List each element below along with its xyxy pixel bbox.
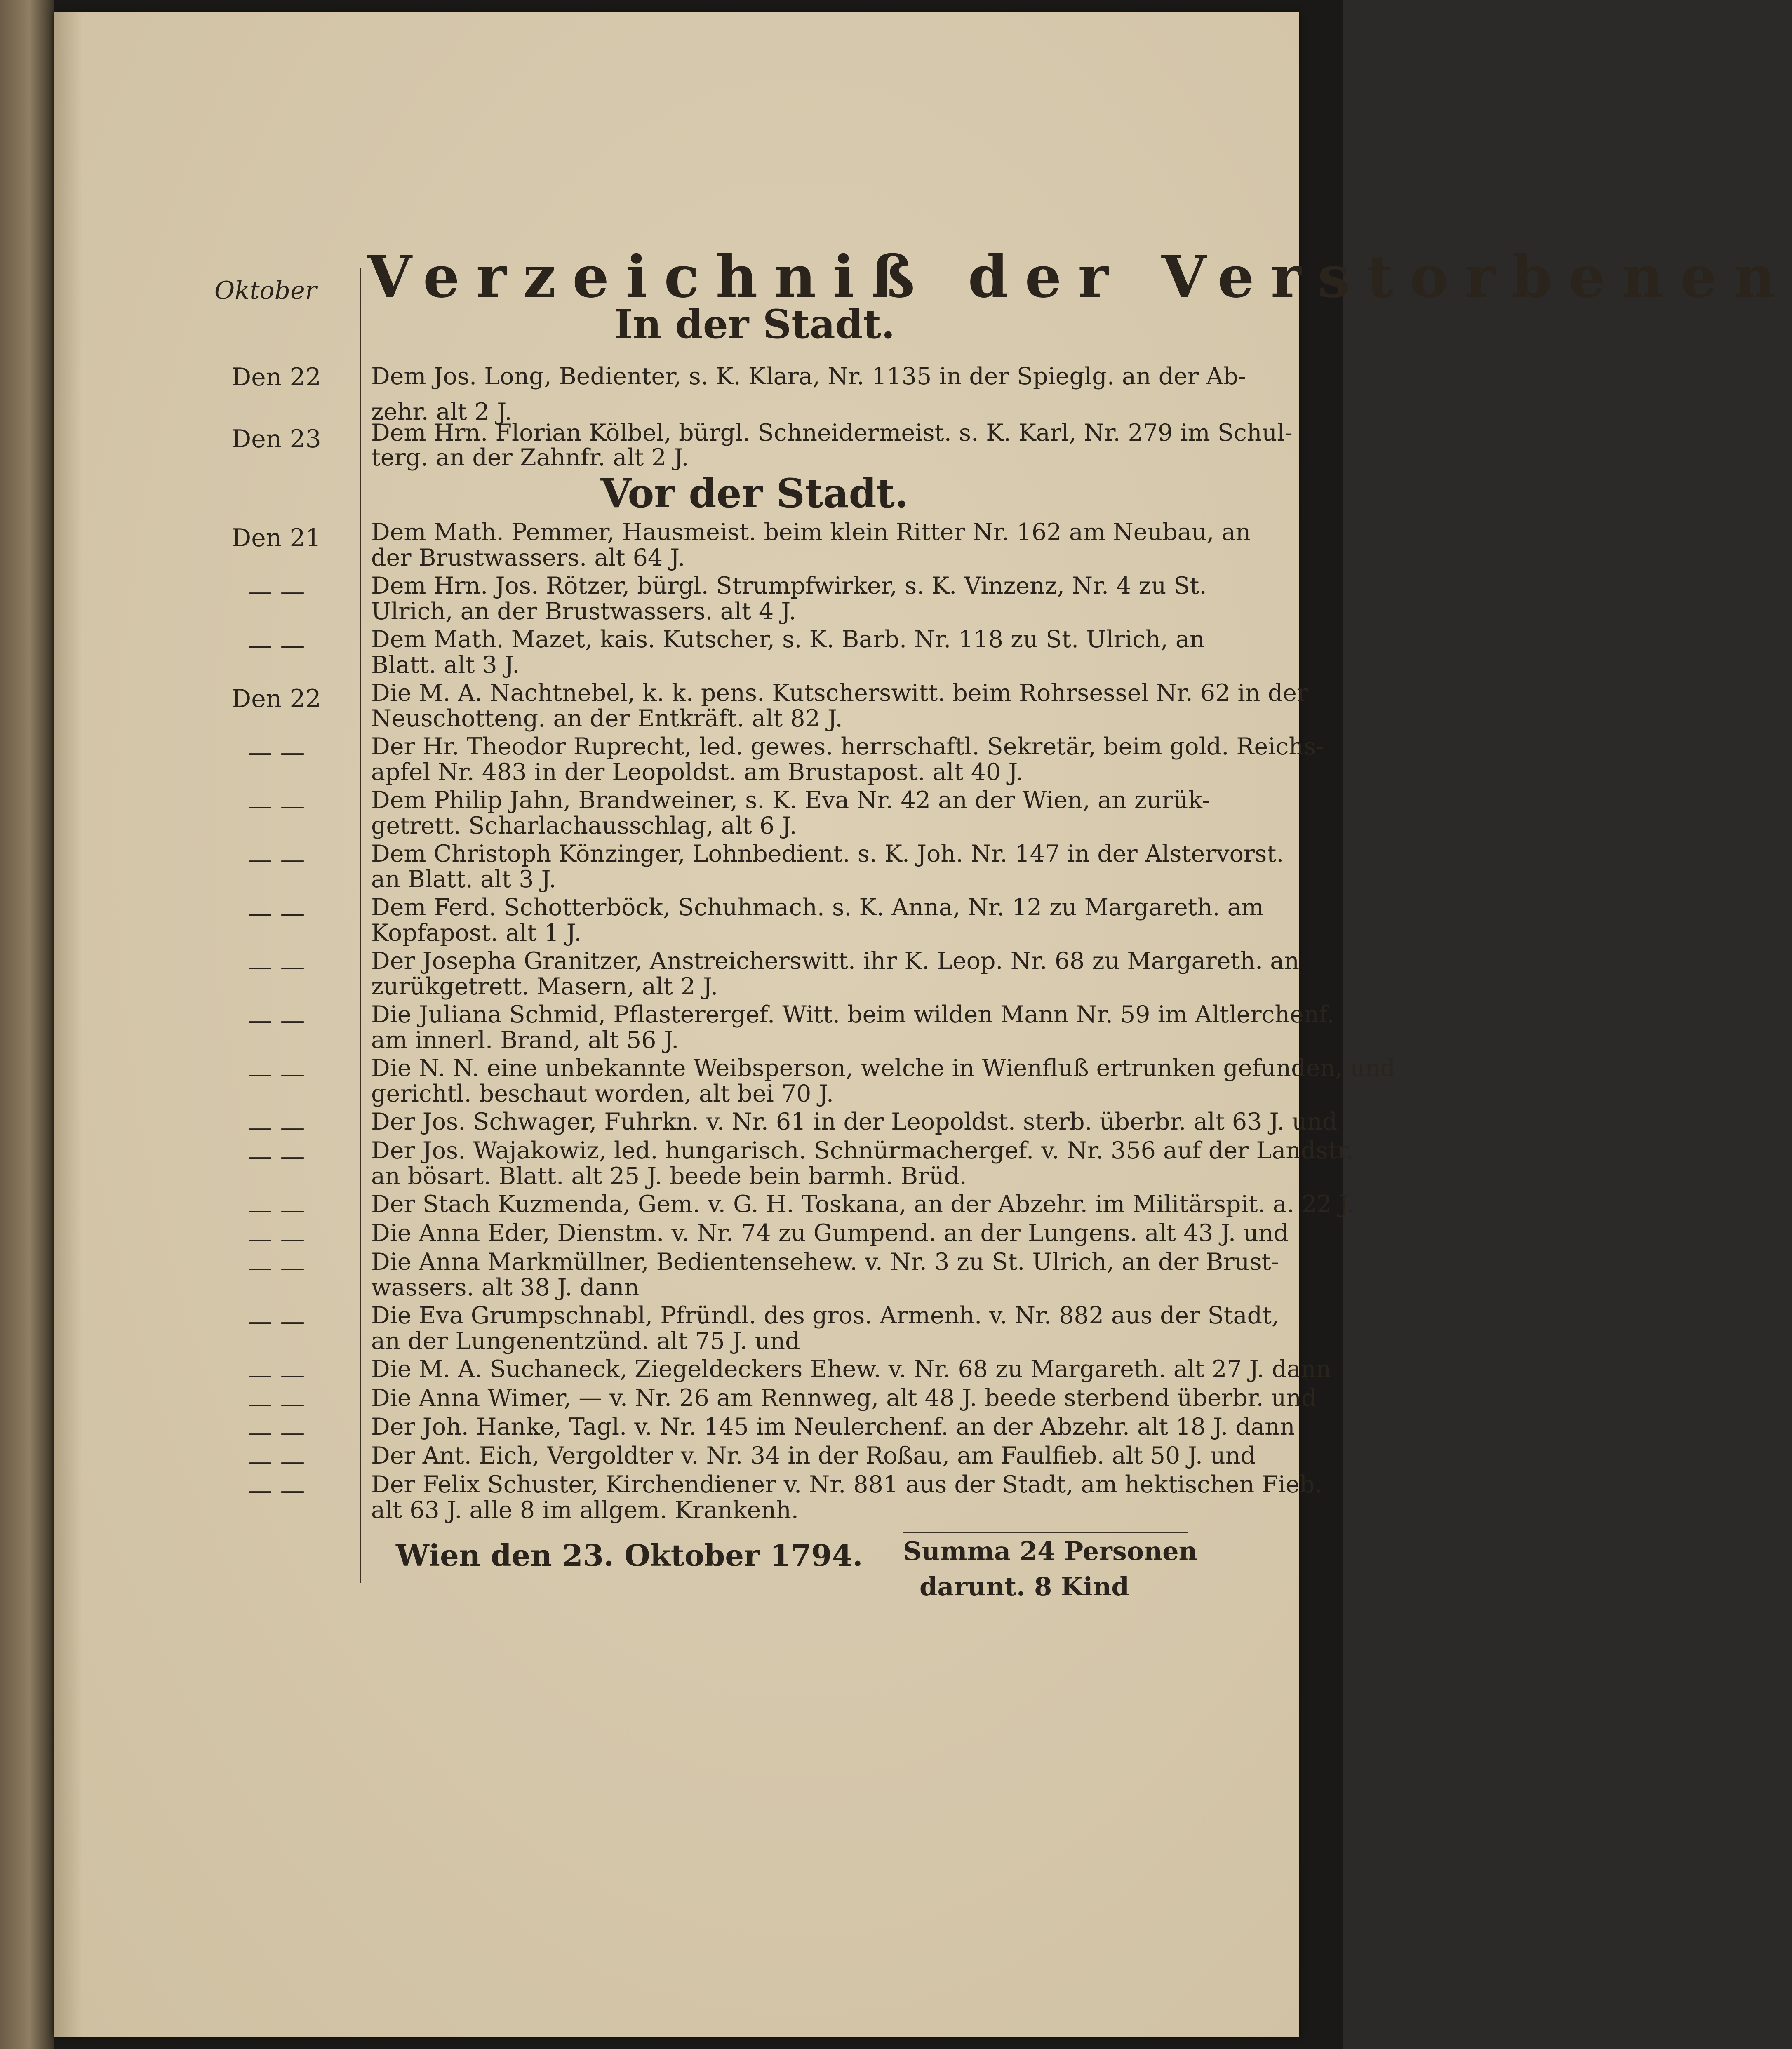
entry-date: — — bbox=[247, 952, 305, 981]
document-page bbox=[54, 12, 1792, 2037]
entry-line: Ulrich, an der Brustwassers. alt 4 J. bbox=[371, 598, 796, 625]
month-label: Oktober bbox=[214, 276, 317, 305]
summary-rule bbox=[903, 1532, 1188, 1533]
death-entry bbox=[371, 1413, 1295, 1440]
entry-date: Den 23 bbox=[231, 425, 321, 454]
entry-date: Den 21 bbox=[231, 524, 321, 552]
death-entry bbox=[371, 840, 1284, 893]
entry-line: Der Jos. Wajakowiz, led. hungarisch. Schnürmachergef. v. Nr. 356 auf der Landstr. bbox=[371, 1137, 1354, 1164]
entry-line: zehr. alt 2 J. bbox=[371, 398, 512, 425]
entry-date: — — bbox=[247, 899, 305, 928]
death-entry bbox=[371, 1001, 1334, 1054]
entry-line: Die Anna Markmüllner, Bedientensehew. v. Nr. 3 zu St. Ulrich, an der Brust- bbox=[371, 1248, 1279, 1276]
death-entry bbox=[371, 947, 1299, 1000]
entry-date: — — bbox=[247, 1418, 305, 1447]
entry-line: apfel Nr. 483 in der Leopoldst. am Brustapost. alt 40 J. bbox=[371, 759, 1023, 786]
summary-children: darunt. 8 Kind bbox=[920, 1572, 1129, 1602]
entry-date: — — bbox=[247, 1224, 305, 1253]
entry-line: Der Stach Kuzmenda, Gem. v. G. H. Toskana, an der Abzehr. im Militärspit. a. 22 J. bbox=[371, 1191, 1355, 1218]
entry-date: — — bbox=[247, 1447, 305, 1476]
entry-line: an Blatt. alt 3 J. bbox=[371, 866, 557, 893]
death-entry bbox=[371, 1055, 1396, 1107]
summary-block bbox=[903, 1534, 1197, 1605]
entry-line: Dem Hrn. Florian Kölbel, bürgl. Schneidermeist. s. K. Karl, Nr. 279 im Schul- bbox=[371, 419, 1293, 446]
death-entry bbox=[371, 1442, 1256, 1469]
entry-line: Der Josepha Granitzer, Anstreicherswitt. ihr K. Leop. Nr. 68 zu Margareth. an bbox=[371, 947, 1299, 975]
entry-date: — — bbox=[247, 1196, 305, 1224]
entry-date: — — bbox=[247, 1253, 305, 1282]
summary-total: Summa 24 Personen bbox=[903, 1536, 1197, 1566]
entry-line: Dem Hrn. Jos. Rötzer, bürgl. Strumpfwirker, s. K. Vinzenz, Nr. 4 zu St. bbox=[371, 572, 1207, 599]
death-entry bbox=[371, 679, 1308, 732]
entry-line: wassers. alt 38 J. dann bbox=[371, 1274, 640, 1301]
entry-line: Der Ant. Eich, Vergoldter v. Nr. 34 in der Roßau, am Faulfieb. alt 50 J. und bbox=[371, 1442, 1256, 1469]
death-entry bbox=[371, 1248, 1279, 1301]
section-heading-outside: Vor der Stadt. bbox=[600, 470, 909, 517]
place-and-date: Wien den 23. Oktober 1794. bbox=[396, 1538, 863, 1573]
entry-line: an bösart. Blatt. alt 25 J. beede bein barmh. Brüd. bbox=[371, 1163, 967, 1190]
section-heading-city: In der Stadt. bbox=[614, 301, 895, 348]
entry-date: — — bbox=[247, 792, 305, 820]
column-rule bbox=[360, 268, 361, 1583]
entry-line: Der Jos. Schwager, Fuhrkn. v. Nr. 61 in der Leopoldst. sterb. überbr. alt 63 J. und bbox=[371, 1108, 1338, 1135]
entry-date: — — bbox=[247, 631, 305, 660]
entry-line: Die Eva Grumpschnabl, Pfründl. des gros. Armenh. v. Nr. 882 aus der Stadt, bbox=[371, 1302, 1279, 1329]
entry-line: Die Juliana Schmid, Pflasterergef. Witt. beim wilden Mann Nr. 59 im Altlerchenf. bbox=[371, 1001, 1334, 1028]
death-entry bbox=[371, 1108, 1338, 1135]
entry-line: Dem Math. Pemmer, Hausmeist. beim klein Ritter Nr. 162 am Neubau, an bbox=[371, 519, 1251, 546]
entry-line: Der Felix Schuster, Kirchendiener v. Nr. 881 aus der Stadt, am hektischen Fieb. bbox=[371, 1471, 1322, 1498]
death-entry bbox=[371, 1220, 1289, 1247]
entry-line: Dem Philip Jahn, Brandweiner, s. K. Eva Nr. 42 an der Wien, an zurük- bbox=[371, 787, 1210, 814]
entry-line: gerichtl. beschaut worden, alt bei 70 J. bbox=[371, 1080, 834, 1107]
entry-date: — — bbox=[247, 1476, 305, 1505]
entry-line: alt 63 J. alle 8 im allgem. Krankenh. bbox=[371, 1497, 799, 1524]
entry-line: getrett. Scharlachausschlag, alt 6 J. bbox=[371, 812, 797, 839]
entry-line: Kopfapost. alt 1 J. bbox=[371, 919, 582, 947]
death-entry bbox=[371, 573, 1221, 624]
entry-line: Die M. A. Nachtnebel, k. k. pens. Kutscherswitt. beim Rohrsessel Nr. 62 in der bbox=[371, 679, 1308, 707]
death-entry bbox=[371, 894, 1264, 947]
entry-line: der Brustwassers. alt 64 J. bbox=[371, 544, 685, 571]
entry-date: — — bbox=[247, 1113, 305, 1142]
entry-line: Dem Jos. Long, Bedienter, s. K. Klara, Nr. 1135 in der Spieglg. an der Ab- bbox=[371, 363, 1246, 390]
entry-date: — — bbox=[247, 1361, 305, 1389]
entry-date: — — bbox=[247, 738, 305, 767]
entry-line: Der Joh. Hanke, Tagl. v. Nr. 145 im Neulerchenf. an der Abzehr. alt 18 J. dann bbox=[371, 1413, 1295, 1440]
entry-line: Die M. A. Suchaneck, Ziegeldeckers Ehew. v. Nr. 68 zu Margareth. alt 27 J. dann bbox=[371, 1356, 1331, 1383]
entry-line: Der Hr. Theodor Ruprecht, led. gewes. herrschaftl. Sekretär, beim gold. Reichs- bbox=[371, 733, 1324, 760]
entry-date: — — bbox=[247, 1006, 305, 1035]
death-entry bbox=[371, 733, 1324, 786]
death-entry bbox=[371, 1302, 1279, 1355]
death-entry bbox=[371, 519, 1251, 571]
death-entry bbox=[371, 1384, 1317, 1412]
death-entry bbox=[371, 787, 1221, 839]
entry-line: Die N. N. eine unbekannte Weibsperson, welche in Wienfluß ertrunken gefunden, und bbox=[371, 1055, 1396, 1082]
entry-line: Dem Math. Mazet, kais. Kutscher, s. K. Barb. Nr. 118 zu St. Ulrich, an bbox=[371, 626, 1205, 653]
death-entry bbox=[371, 1356, 1331, 1383]
death-entry bbox=[371, 1137, 1354, 1190]
entry-line: Dem Ferd. Schotterböck, Schuhmach. s. K. Anna, Nr. 12 zu Margareth. am bbox=[371, 894, 1264, 921]
entry-date: — — bbox=[247, 1307, 305, 1336]
death-entry bbox=[371, 1471, 1322, 1524]
death-entry bbox=[371, 419, 1293, 471]
entry-line: Die Anna Wimer, — v. Nr. 26 am Rennweg, alt 48 J. beede sterbend überbr. und bbox=[371, 1384, 1317, 1412]
entry-line: am innerl. Brand, alt 56 J. bbox=[371, 1027, 679, 1054]
death-entry bbox=[371, 627, 1221, 678]
entry-line: Neuschotteng. an der Entkräft. alt 82 J. bbox=[371, 705, 843, 732]
entry-line: Dem Christoph Könzinger, Lohnbedient. s. K. Joh. Nr. 147 in der Alstervorst. bbox=[371, 840, 1284, 867]
entry-date: — — bbox=[247, 1389, 305, 1418]
entry-date: — — bbox=[247, 577, 305, 606]
entry-date: — — bbox=[247, 1060, 305, 1088]
entry-date: — — bbox=[247, 1142, 305, 1171]
entry-line: Blatt. alt 3 J. bbox=[371, 651, 520, 679]
entry-line: Die Anna Eder, Dienstm. v. Nr. 74 zu Gumpend. an der Lungens. alt 43 J. und bbox=[371, 1220, 1289, 1247]
entry-line: terg. an der Zahnfr. alt 2 J. bbox=[371, 444, 689, 471]
entry-date: Den 22 bbox=[231, 684, 321, 713]
page-title: Verzeichniß der Verstorbenen bbox=[367, 243, 1792, 311]
death-entry bbox=[371, 1191, 1355, 1218]
previous-page-edge bbox=[0, 0, 54, 2049]
entry-line: an der Lungenentzünd. alt 75 J. und bbox=[371, 1328, 800, 1355]
entry-date: Den 22 bbox=[231, 363, 321, 392]
entry-date: — — bbox=[247, 845, 305, 874]
entry-line: zurükgetrett. Masern, alt 2 J. bbox=[371, 973, 718, 1000]
